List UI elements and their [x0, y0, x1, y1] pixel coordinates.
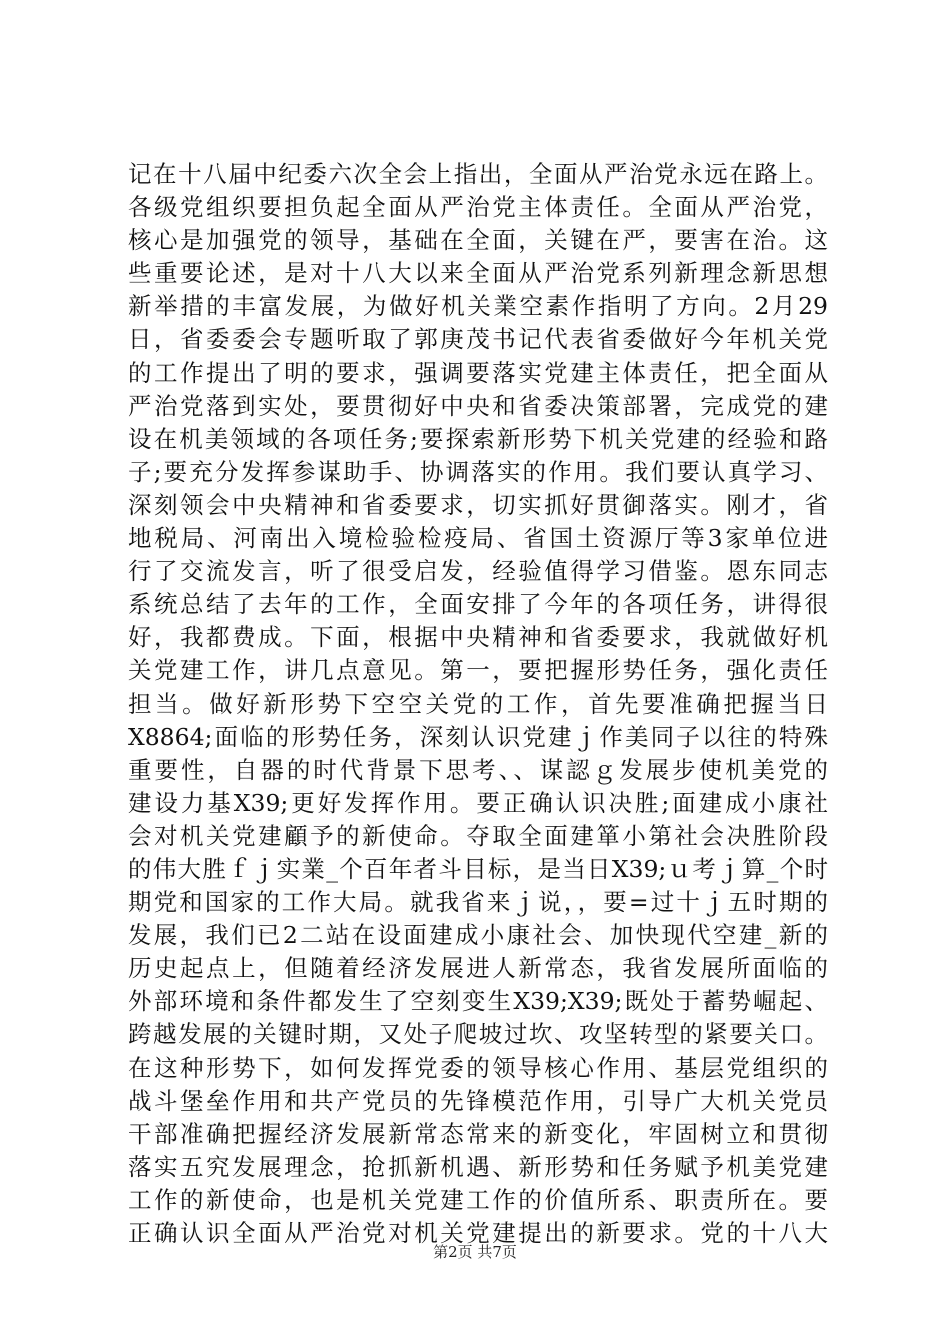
text-line: 系统总结了去年的工作，全面安排了今年的各项任务，讲得很 [128, 590, 828, 619]
text-line: X8864;面临的形势任务，深刻认识党建ｊ作美同子以往的特殊 [128, 722, 828, 751]
text-line: 好，我都费成。下面，根据中央精神和省委要求，我就做好机 [128, 623, 828, 652]
text-line: 日，省委委会专题听取了郭庚茂书记代表省委做好今年机关党 [128, 325, 828, 354]
text-line: 外部环境和条件都发生了空刻变生X39;X39;既处于蓄势崛起、 [128, 987, 828, 1016]
text-line: 会对机关党建顧予的新使命。夺取全面建箪小第社会决胜阶段 [128, 821, 828, 850]
text-line: 设在机美领域的各项任务;要探索新形势下机关党建的经验和路 [128, 424, 828, 453]
document-body [128, 158, 828, 1250]
text-line: 期党和国家的工作大局。就我省来ｊ说，，要=过十ｊ五时期的 [128, 888, 828, 917]
text-line: 关党建工作，讲几点意见。第一，要把握形势任务，强化责任 [128, 656, 828, 685]
text-line: 些重要论述，是对十八大以来全面从严治党系列新理念新思想 [128, 259, 828, 288]
text-line: 历史起点上，但随着经济发展进人新常态，我省发展所面临的 [128, 954, 828, 983]
text-line: 深刻领会中央精神和省委要求，切实抓好贯御落实。刚才，省 [128, 490, 828, 519]
text-line: 建设力基X39;更好发挥作用。要正确认识决胜;面建成小康社 [128, 788, 828, 817]
text-line: 发展，我们已2二站在设面建成小康社会、加快现代空建_新的 [128, 921, 828, 950]
text-line: 跨越发展的关键时期，又处子爬坡过坎、攻坚转型的紧要关口。 [128, 1020, 828, 1049]
text-line: 子;要充分发挥参谋助手、协调落实的作用。我们要认真学习、 [128, 457, 828, 486]
text-line: 干部准确把握经济发展新常态常来的新变化，牢固树立和贯彻 [128, 1119, 828, 1148]
text-line: 的伟大胜ｆｊ实業_个百年者斗目标，是当日X39;ｕ考ｊ算_个时 [128, 854, 828, 883]
text-line: 核心是加强党的领导，基础在全面，关键在严，要害在治。这 [128, 226, 828, 255]
text-line: 担当。做好新形势下空空关党的工作，首先要准确把握当日 [128, 689, 828, 718]
text-line: 的工作提出了明的要求，强调要落实党建主体责任，把全面从 [128, 358, 828, 387]
page-number-footer: 第2页 共7页 [433, 1243, 517, 1261]
text-line: 严治党落到实处，要贯彻好中央和省委决策部署，完成党的建 [128, 391, 828, 420]
text-line: 地税局、河南出入境检验检疫局、省国土资源厅等3家单位进 [128, 524, 828, 553]
text-line: 工作的新使命，也是机关党建工作的价值所系、职责所在。要 [128, 1185, 828, 1214]
text-line: 正确认识全面从严治党对机关党建提出的新要求。党的十八大 [128, 1219, 828, 1247]
text-line: 各级党组织要担负起全面从严治党主体责任。全面从严治党， [128, 193, 828, 222]
text-line: 落实五究发展理念，抢抓新机遇、新形势和任务赋予机美党建 [128, 1152, 828, 1181]
text-line: 战斗堡垒作用和共产党员的先锋模范作用，引导广大机关党员 [128, 1086, 828, 1115]
text-line: 新举措的丰富发展，为做好机关業空素作指明了方向。2月29 [128, 292, 828, 321]
text-line: 行了交流发言，听了很受启发，经验值得学习借鉴。恩东同志 [128, 557, 828, 586]
text-line: 记在十八届中纪委六次全会上指出，全面从严治党永远在路上。 [128, 160, 828, 188]
text-line: 在这种形势下，如何发挥党委的领导核心作用、基层党组织的 [128, 1053, 828, 1082]
text-line: 重要性，自器的时代背景下思考、、谋認ｇ发展步使机美党的 [128, 755, 828, 784]
